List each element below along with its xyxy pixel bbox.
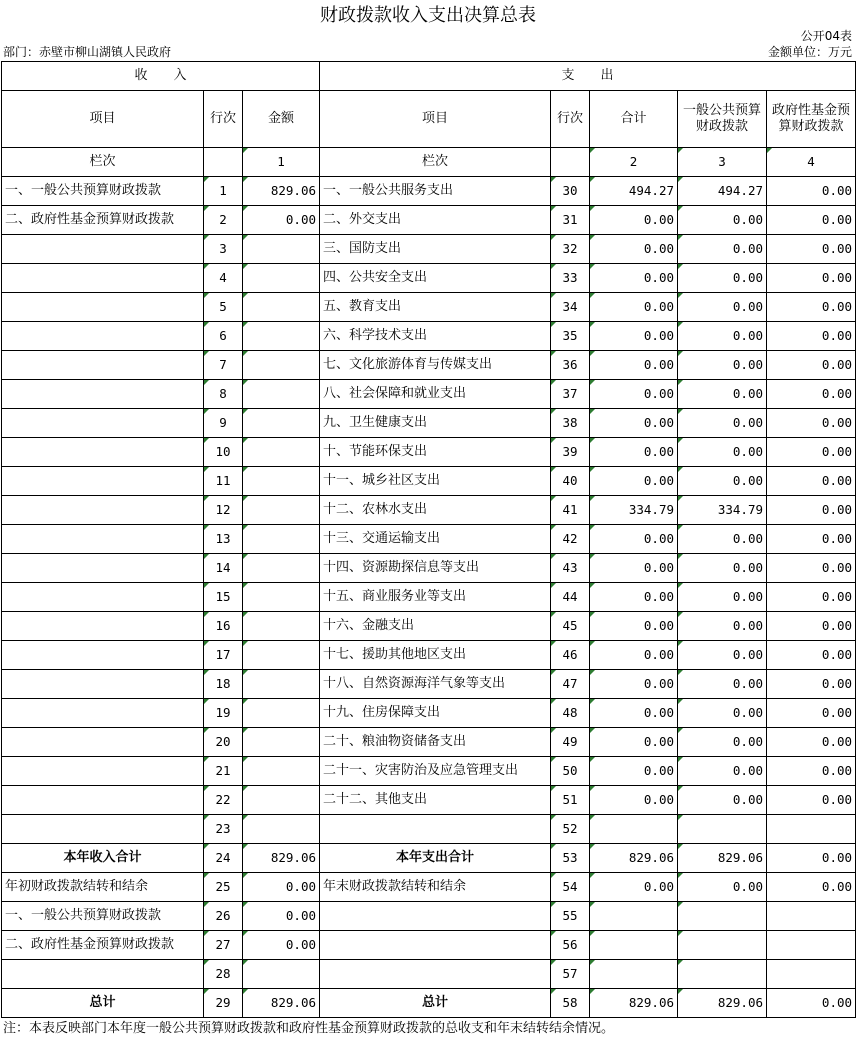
expense-row-no-cell: 51 <box>551 786 590 815</box>
income-item-cell <box>2 554 204 583</box>
expense-fund-cell: 0.00 <box>767 989 856 1018</box>
expense-total-cell: 0.00 <box>590 670 678 699</box>
income-item-header: 项目 <box>2 91 204 148</box>
expense-item-cell: 十四、资源勘探信息等支出 <box>320 554 551 583</box>
income-amount-cell <box>243 612 320 641</box>
income-row-no-cell: 10 <box>204 438 243 467</box>
expense-row-no-cell: 30 <box>551 177 590 206</box>
income-amount-cell <box>243 554 320 583</box>
expense-row-no-cell: 33 <box>551 264 590 293</box>
table-row <box>2 786 856 815</box>
expense-general-cell: 0.00 <box>678 525 767 554</box>
income-row-no-cell: 18 <box>204 670 243 699</box>
expense-row-no-cell: 31 <box>551 206 590 235</box>
column-index-row <box>2 148 856 177</box>
income-item-cell: 一、一般公共预算财政拨款 <box>2 177 204 206</box>
table-row <box>2 554 856 583</box>
expense-item-cell: 一、一般公共服务支出 <box>320 177 551 206</box>
table-row <box>2 206 856 235</box>
income-amount-cell <box>243 380 320 409</box>
income-item-cell <box>2 409 204 438</box>
expense-item-cell: 二、外交支出 <box>320 206 551 235</box>
expense-fund-header: 政府性基金预算财政拨款 <box>767 91 856 148</box>
section-header-row <box>2 62 856 91</box>
income-amount-cell: 0.00 <box>243 902 320 931</box>
expense-fund-cell: 0.00 <box>767 380 856 409</box>
income-amount-cell <box>243 264 320 293</box>
expense-total-cell <box>590 931 678 960</box>
income-amount-cell <box>243 786 320 815</box>
expense-item-cell: 十三、交通运输支出 <box>320 525 551 554</box>
expense-total-cell <box>590 815 678 844</box>
table-row <box>2 641 856 670</box>
table-row <box>2 612 856 641</box>
expense-row-no-cell: 39 <box>551 438 590 467</box>
expense-total-cell: 0.00 <box>590 525 678 554</box>
expense-row-no-cell: 43 <box>551 554 590 583</box>
expense-item-cell: 二十一、灾害防治及应急管理支出 <box>320 757 551 786</box>
expense-row-no-cell: 40 <box>551 467 590 496</box>
column-index-2: 2 <box>590 148 678 177</box>
table-row <box>2 380 856 409</box>
expense-fund-cell: 0.00 <box>767 235 856 264</box>
income-amount-cell <box>243 699 320 728</box>
expense-header: 支 出 <box>320 62 856 91</box>
expense-total-cell: 334.79 <box>590 496 678 525</box>
table-row <box>2 235 856 264</box>
expense-total-cell: 0.00 <box>590 757 678 786</box>
expense-total-cell: 0.00 <box>590 554 678 583</box>
expense-row-no-cell: 54 <box>551 873 590 902</box>
expense-fund-cell: 0.00 <box>767 583 856 612</box>
table-row <box>2 873 856 902</box>
table-row <box>2 931 856 960</box>
expense-row-no-cell: 53 <box>551 844 590 873</box>
income-item-cell <box>2 235 204 264</box>
expense-general-cell: 0.00 <box>678 206 767 235</box>
expense-total-cell: 0.00 <box>590 409 678 438</box>
income-row-no-cell: 28 <box>204 960 243 989</box>
page-title: 财政拨款收入支出决算总表 <box>320 5 536 26</box>
income-item-cell: 本年收入合计 <box>2 844 204 873</box>
expense-total-cell: 0.00 <box>590 467 678 496</box>
expense-general-cell: 0.00 <box>678 235 767 264</box>
income-row-no-cell: 6 <box>204 322 243 351</box>
income-row-no-cell: 19 <box>204 699 243 728</box>
income-amount-header: 金额 <box>243 91 320 148</box>
income-amount-cell <box>243 641 320 670</box>
expense-item-cell: 八、社会保障和就业支出 <box>320 380 551 409</box>
expense-item-header: 项目 <box>320 91 551 148</box>
table-row <box>2 322 856 351</box>
expense-general-cell: 0.00 <box>678 873 767 902</box>
expense-total-header: 合计 <box>590 91 678 148</box>
table-row <box>2 989 856 1018</box>
income-amount-cell <box>243 525 320 554</box>
expense-item-cell: 二十二、其他支出 <box>320 786 551 815</box>
income-row-no-cell: 29 <box>204 989 243 1018</box>
income-item-cell <box>2 612 204 641</box>
income-item-cell <box>2 438 204 467</box>
income-row-no-cell: 21 <box>204 757 243 786</box>
expense-general-cell: 0.00 <box>678 612 767 641</box>
income-row-no-cell: 15 <box>204 583 243 612</box>
expense-item-cell: 七、文化旅游体育与传媒支出 <box>320 351 551 380</box>
table-row <box>2 757 856 786</box>
expense-item-cell: 十、节能环保支出 <box>320 438 551 467</box>
expense-fund-cell: 0.00 <box>767 351 856 380</box>
income-item-cell <box>2 496 204 525</box>
income-item-cell <box>2 757 204 786</box>
expense-row-no-cell: 50 <box>551 757 590 786</box>
income-amount-cell <box>243 322 320 351</box>
expense-fund-cell: 0.00 <box>767 438 856 467</box>
income-amount-cell: 829.06 <box>243 177 320 206</box>
expense-row-no-cell: 37 <box>551 380 590 409</box>
expense-row-no-cell: 52 <box>551 815 590 844</box>
expense-general-cell: 0.00 <box>678 322 767 351</box>
expense-fund-cell <box>767 960 856 989</box>
expense-general-cell: 0.00 <box>678 670 767 699</box>
table-row <box>2 177 856 206</box>
income-header: 收 入 <box>2 62 320 91</box>
expense-general-cell: 829.06 <box>678 844 767 873</box>
income-amount-cell <box>243 583 320 612</box>
expense-general-cell: 334.79 <box>678 496 767 525</box>
income-amount-cell <box>243 467 320 496</box>
expense-item-cell: 四、公共安全支出 <box>320 264 551 293</box>
table-row <box>2 293 856 322</box>
expense-general-cell: 0.00 <box>678 583 767 612</box>
table-row <box>2 351 856 380</box>
expense-general-cell: 0.00 <box>678 409 767 438</box>
column-index-4: 4 <box>767 148 856 177</box>
income-row-no-header: 行次 <box>204 91 243 148</box>
expense-row-no-cell: 44 <box>551 583 590 612</box>
expense-row-no-cell: 46 <box>551 641 590 670</box>
expense-item-cell: 十九、住房保障支出 <box>320 699 551 728</box>
income-row-no-cell: 1 <box>204 177 243 206</box>
income-row-no-cell: 5 <box>204 293 243 322</box>
income-column-empty <box>204 148 243 177</box>
expense-row-no-header: 行次 <box>551 91 590 148</box>
expense-fund-cell: 0.00 <box>767 641 856 670</box>
expense-fund-cell <box>767 815 856 844</box>
expense-item-cell <box>320 815 551 844</box>
income-column-label: 栏次 <box>2 148 204 177</box>
income-amount-cell <box>243 438 320 467</box>
income-item-cell <box>2 380 204 409</box>
income-row-no-cell: 8 <box>204 380 243 409</box>
table-row <box>2 902 856 931</box>
expense-item-cell: 十五、商业服务业等支出 <box>320 583 551 612</box>
expense-general-cell <box>678 815 767 844</box>
expense-row-no-cell: 56 <box>551 931 590 960</box>
expense-general-cell: 0.00 <box>678 699 767 728</box>
table-row <box>2 438 856 467</box>
expense-general-cell: 0.00 <box>678 554 767 583</box>
income-item-cell <box>2 699 204 728</box>
income-amount-cell <box>243 293 320 322</box>
expense-total-cell: 829.06 <box>590 844 678 873</box>
expense-general-cell: 0.00 <box>678 467 767 496</box>
expense-item-cell <box>320 931 551 960</box>
column-header-row <box>2 91 856 148</box>
expense-row-no-cell: 58 <box>551 989 590 1018</box>
expense-total-cell: 0.00 <box>590 264 678 293</box>
expense-row-no-cell: 47 <box>551 670 590 699</box>
expense-total-cell: 0.00 <box>590 206 678 235</box>
expense-general-cell: 0.00 <box>678 757 767 786</box>
income-row-no-cell: 14 <box>204 554 243 583</box>
expense-row-no-cell: 42 <box>551 525 590 554</box>
expense-fund-cell <box>767 902 856 931</box>
expense-row-no-cell: 38 <box>551 409 590 438</box>
table-row <box>2 670 856 699</box>
income-item-cell: 一、一般公共预算财政拨款 <box>2 902 204 931</box>
income-amount-cell: 0.00 <box>243 873 320 902</box>
expense-fund-cell: 0.00 <box>767 525 856 554</box>
income-row-no-cell: 17 <box>204 641 243 670</box>
income-row-no-cell: 25 <box>204 873 243 902</box>
income-item-cell <box>2 351 204 380</box>
expense-fund-cell: 0.00 <box>767 206 856 235</box>
expense-column-empty <box>551 148 590 177</box>
expense-item-cell: 十八、自然资源海洋气象等支出 <box>320 670 551 699</box>
expense-general-cell: 0.00 <box>678 438 767 467</box>
expense-total-cell <box>590 960 678 989</box>
table-row <box>2 409 856 438</box>
expense-fund-cell: 0.00 <box>767 467 856 496</box>
expense-general-header: 一般公共预算财政拨款 <box>678 91 767 148</box>
income-row-no-cell: 12 <box>204 496 243 525</box>
expense-total-cell: 0.00 <box>590 351 678 380</box>
income-item-cell <box>2 641 204 670</box>
expense-row-no-cell: 41 <box>551 496 590 525</box>
table-row <box>2 815 856 844</box>
income-amount-cell: 0.00 <box>243 931 320 960</box>
expense-fund-cell: 0.00 <box>767 786 856 815</box>
expense-general-cell: 0.00 <box>678 351 767 380</box>
income-row-no-cell: 24 <box>204 844 243 873</box>
expense-fund-cell: 0.00 <box>767 293 856 322</box>
expense-fund-cell: 0.00 <box>767 264 856 293</box>
income-amount-cell <box>243 351 320 380</box>
income-row-no-cell: 26 <box>204 902 243 931</box>
income-item-cell <box>2 786 204 815</box>
expense-general-cell: 0.00 <box>678 728 767 757</box>
table-row <box>2 496 856 525</box>
table-row <box>2 525 856 554</box>
income-item-cell: 二、政府性基金预算财政拨款 <box>2 206 204 235</box>
form-number: 公开04表 <box>800 29 852 43</box>
expense-total-cell: 494.27 <box>590 177 678 206</box>
income-item-cell: 总计 <box>2 989 204 1018</box>
expense-fund-cell: 0.00 <box>767 409 856 438</box>
income-row-no-cell: 11 <box>204 467 243 496</box>
expense-general-cell: 0.00 <box>678 293 767 322</box>
income-row-no-cell: 9 <box>204 409 243 438</box>
expense-general-cell <box>678 902 767 931</box>
expense-row-no-cell: 34 <box>551 293 590 322</box>
expense-general-cell: 0.00 <box>678 264 767 293</box>
expense-fund-cell: 0.00 <box>767 177 856 206</box>
expense-item-cell: 五、教育支出 <box>320 293 551 322</box>
expense-item-cell <box>320 960 551 989</box>
income-row-no-cell: 7 <box>204 351 243 380</box>
expense-fund-cell <box>767 931 856 960</box>
expense-item-cell: 年末财政拨款结转和结余 <box>320 873 551 902</box>
expense-general-cell: 0.00 <box>678 380 767 409</box>
income-row-no-cell: 2 <box>204 206 243 235</box>
column-index-3: 3 <box>678 148 767 177</box>
income-row-no-cell: 16 <box>204 612 243 641</box>
income-amount-cell: 829.06 <box>243 844 320 873</box>
income-item-cell <box>2 583 204 612</box>
expense-item-cell: 六、科学技术支出 <box>320 322 551 351</box>
expense-total-cell: 0.00 <box>590 322 678 351</box>
income-row-no-cell: 23 <box>204 815 243 844</box>
income-amount-cell <box>243 235 320 264</box>
budget-table <box>1 61 856 1018</box>
income-item-cell <box>2 670 204 699</box>
expense-total-cell: 0.00 <box>590 728 678 757</box>
income-amount-cell <box>243 960 320 989</box>
expense-total-cell: 0.00 <box>590 786 678 815</box>
expense-total-cell: 0.00 <box>590 641 678 670</box>
income-amount-cell <box>243 757 320 786</box>
income-amount-cell <box>243 496 320 525</box>
expense-row-no-cell: 45 <box>551 612 590 641</box>
income-amount-cell <box>243 815 320 844</box>
income-item-cell <box>2 467 204 496</box>
income-item-cell <box>2 960 204 989</box>
income-item-cell <box>2 293 204 322</box>
income-item-cell: 二、政府性基金预算财政拨款 <box>2 931 204 960</box>
income-item-cell <box>2 728 204 757</box>
expense-item-cell: 十六、金融支出 <box>320 612 551 641</box>
expense-total-cell: 0.00 <box>590 873 678 902</box>
column-index-1: 1 <box>243 148 320 177</box>
expense-row-no-cell: 35 <box>551 322 590 351</box>
table-row <box>2 960 856 989</box>
table-row <box>2 264 856 293</box>
expense-item-cell: 总计 <box>320 989 551 1018</box>
table-row <box>2 583 856 612</box>
income-item-cell <box>2 322 204 351</box>
income-row-no-cell: 20 <box>204 728 243 757</box>
table-row <box>2 699 856 728</box>
expense-row-no-cell: 55 <box>551 902 590 931</box>
expense-total-cell: 0.00 <box>590 583 678 612</box>
expense-total-cell: 829.06 <box>590 989 678 1018</box>
footnote: 注：本表反映部门本年度一般公共预算财政拨款和政府性基金预算财政拨款的总收支和年末结转结余情况。 <box>3 1021 615 1036</box>
expense-fund-cell: 0.00 <box>767 728 856 757</box>
expense-fund-cell: 0.00 <box>767 554 856 583</box>
expense-item-cell: 二十、粮油物资储备支出 <box>320 728 551 757</box>
expense-row-no-cell: 48 <box>551 699 590 728</box>
income-row-no-cell: 3 <box>204 235 243 264</box>
expense-total-cell: 0.00 <box>590 293 678 322</box>
expense-fund-cell: 0.00 <box>767 699 856 728</box>
expense-fund-cell: 0.00 <box>767 322 856 351</box>
income-amount-cell <box>243 670 320 699</box>
expense-item-cell: 十七、援助其他地区支出 <box>320 641 551 670</box>
income-item-cell <box>2 525 204 554</box>
table-row <box>2 467 856 496</box>
income-amount-cell <box>243 728 320 757</box>
income-row-no-cell: 13 <box>204 525 243 554</box>
income-row-no-cell: 27 <box>204 931 243 960</box>
income-amount-cell: 829.06 <box>243 989 320 1018</box>
expense-fund-cell: 0.00 <box>767 670 856 699</box>
table-row <box>2 728 856 757</box>
expense-fund-cell: 0.00 <box>767 612 856 641</box>
income-row-no-cell: 22 <box>204 786 243 815</box>
expense-fund-cell: 0.00 <box>767 873 856 902</box>
expense-column-label: 栏次 <box>320 148 551 177</box>
expense-total-cell: 0.00 <box>590 699 678 728</box>
expense-total-cell: 0.00 <box>590 612 678 641</box>
department-label: 部门：赤壁市柳山湖镇人民政府 <box>3 45 172 59</box>
expense-item-cell: 三、国防支出 <box>320 235 551 264</box>
expense-row-no-cell: 49 <box>551 728 590 757</box>
expense-item-cell: 九、卫生健康支出 <box>320 409 551 438</box>
table-row <box>2 844 856 873</box>
expense-general-cell: 0.00 <box>678 786 767 815</box>
income-item-cell <box>2 264 204 293</box>
expense-fund-cell: 0.00 <box>767 757 856 786</box>
expense-item-cell: 十一、城乡社区支出 <box>320 467 551 496</box>
expense-general-cell <box>678 960 767 989</box>
income-row-no-cell: 4 <box>204 264 243 293</box>
expense-row-no-cell: 32 <box>551 235 590 264</box>
income-item-cell <box>2 815 204 844</box>
expense-item-cell: 本年支出合计 <box>320 844 551 873</box>
expense-general-cell: 829.06 <box>678 989 767 1018</box>
income-item-cell: 年初财政拨款结转和结余 <box>2 873 204 902</box>
expense-item-cell <box>320 902 551 931</box>
expense-item-cell: 十二、农林水支出 <box>320 496 551 525</box>
expense-general-cell: 0.00 <box>678 641 767 670</box>
expense-row-no-cell: 57 <box>551 960 590 989</box>
income-amount-cell <box>243 409 320 438</box>
unit-label: 金额单位：万元 <box>767 45 852 59</box>
income-amount-cell: 0.00 <box>243 206 320 235</box>
expense-fund-cell: 0.00 <box>767 496 856 525</box>
expense-general-cell <box>678 931 767 960</box>
expense-total-cell <box>590 902 678 931</box>
expense-fund-cell: 0.00 <box>767 844 856 873</box>
expense-total-cell: 0.00 <box>590 235 678 264</box>
expense-total-cell: 0.00 <box>590 380 678 409</box>
expense-total-cell: 0.00 <box>590 438 678 467</box>
expense-general-cell: 494.27 <box>678 177 767 206</box>
expense-row-no-cell: 36 <box>551 351 590 380</box>
